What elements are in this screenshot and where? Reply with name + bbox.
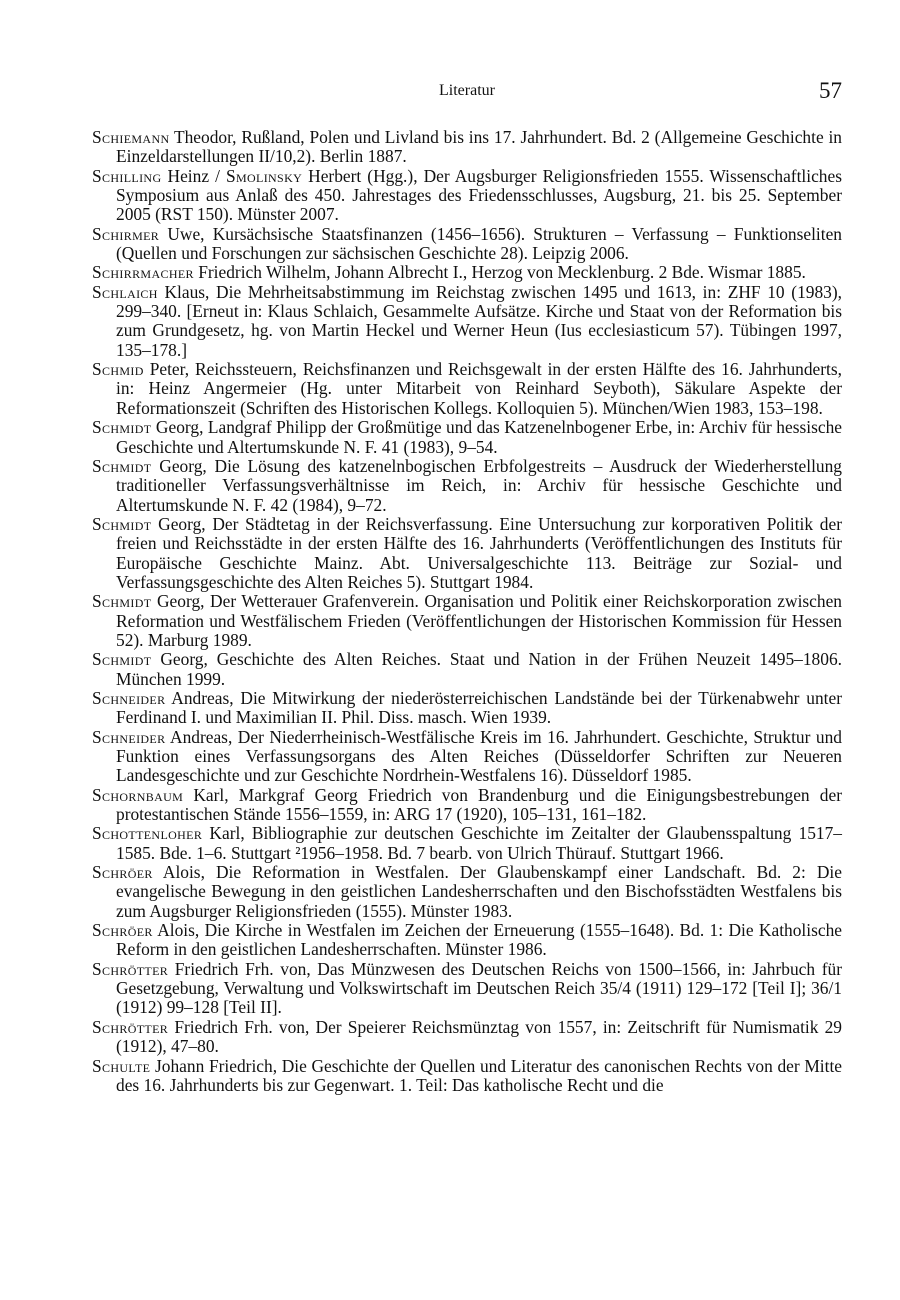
bib-entry bbox=[92, 283, 842, 360]
bib-entry bbox=[92, 728, 842, 786]
bib-entry bbox=[92, 167, 842, 225]
bib-entry bbox=[92, 786, 842, 825]
bib-entry bbox=[92, 689, 842, 728]
entry-text: Georg, Die Lösung des katzenelnbogischen Erbfolgestreits – Ausdruck der Wiederherstellung traditioneller Verfassungsverhältnisse im Reich, in: Archiv für hessische Geschichte und Altertumskunde N. F. 42 (1984), 9–72. bbox=[116, 455, 842, 515]
coauthor-name: Smolinsky bbox=[225, 165, 303, 186]
entry-text: Friedrich Wilhelm, Johann Albrecht I., Herzog von Mecklenburg. 2 Bde. Wismar 1885. bbox=[193, 262, 806, 283]
entry-text: Klaus, Die Mehrheitsabstimmung im Reichstag zwischen 1495 und 1613, in: ZHF 10 (1983), 299–340. [Erneut in: Klaus Schlaich, Gesammelte Aufsätze. Kirche und Staat von der Reformation bis zum Grundgesetz, hg. von Martin Heckel und Werner Heun (Ius ecclesiasticum 57). Tübingen 1997, 135–178.] bbox=[116, 281, 842, 360]
entry-text: Theodor, Rußland, Polen und Livland bis ins 17. Jahrhundert. Bd. 2 (Allgemeine Geschichte in Einzeldarstellungen II/10,2). Berlin 1887. bbox=[116, 127, 842, 167]
author-name: Schulte bbox=[92, 1055, 151, 1076]
page-number: 57 bbox=[819, 78, 842, 103]
entry-text: Andreas, Der Niederrheinisch-Westfälische Kreis im 16. Jahrhundert. Geschichte, Struktur und Funktion eines Verfassungsorgans des Alten Reiches (Düsseldorfer Schriften zur Neueren Landesgeschichte und zur Geschichte Nordrhein-Westfalens 16). Düsseldorf 1985. bbox=[116, 726, 842, 786]
bibliography-list bbox=[92, 128, 842, 1095]
entry-text: Friedrich Frh. von, Der Speierer Reichsmünztag von 1557, in: Zeitschrift für Numismatik 29 (1912), 47–80. bbox=[116, 1016, 842, 1057]
entry-text: Georg, Landgraf Philipp der Großmütige und das Katzenelnbogener Erbe, in: Archiv für hessische Geschichte und Altertumskunde N. F. 41 (1983), 9–54. bbox=[116, 417, 842, 457]
bib-entry bbox=[92, 128, 842, 167]
entry-text: Herbert (Hgg.), Der Augsburger Religionsfrieden 1555. Wissenschaftliches Symposium aus Anlaß des 450. Jahrestages des Friedensschlusses, Augsburg, 21. bis 25. September 2005 (RST 150). Münster 2007. bbox=[116, 165, 842, 225]
author-name: Schmidt bbox=[92, 513, 152, 534]
author-name: Schirrmacher bbox=[92, 262, 194, 283]
author-name: Schrötter bbox=[92, 958, 169, 979]
author-name: Schmidt bbox=[92, 455, 152, 476]
entry-text: Alois, Die Kirche in Westfalen im Zeichen der Erneuerung (1555–1648). Bd. 1: Die Katholische Reform in den geistlichen Landesherrschaften. Münster 1986. bbox=[116, 920, 842, 960]
author-name: Schröer bbox=[92, 862, 153, 883]
bib-entry bbox=[92, 650, 842, 689]
bib-entry bbox=[92, 225, 842, 264]
bib-entry bbox=[92, 592, 842, 650]
bib-entry bbox=[92, 1057, 842, 1096]
bib-entry bbox=[92, 515, 842, 592]
author-name: Schmidt bbox=[92, 649, 152, 670]
author-name: Schilling bbox=[92, 165, 162, 186]
entry-text: Heinz / bbox=[161, 165, 226, 186]
author-name: Schlaich bbox=[92, 281, 158, 302]
bib-entry bbox=[92, 263, 842, 282]
entry-text: Karl, Bibliographie zur deutschen Geschichte im Zeitalter der Glaubensspaltung 1517–1585. Bde. 1–6. Stuttgart ²1956–1958. Bd. 7 bearb. von Ulrich Thürauf. Stuttgart 1966. bbox=[116, 823, 842, 863]
page-header bbox=[92, 78, 842, 106]
running-head: Literatur bbox=[439, 82, 495, 99]
bib-entry bbox=[92, 457, 842, 515]
entry-text: Karl, Markgraf Georg Friedrich von Brandenburg und die Einigungsbestrebungen der protestantischen Stände 1556–1559, in: ARG 17 (1920), 105–131, 161–182. bbox=[116, 784, 842, 825]
entry-text: Georg, Geschichte des Alten Reiches. Staat und Nation in der Frühen Neuzeit 1495–1806. München 1999. bbox=[116, 649, 842, 689]
author-name: Schrötter bbox=[92, 1016, 169, 1037]
author-name: Schmidt bbox=[92, 417, 152, 438]
bib-entry bbox=[92, 418, 842, 457]
entry-text: Johann Friedrich, Die Geschichte der Quellen und Literatur des canonischen Rechts von der Mitte des 16. Jahrhunderts bis zur Gegenwart. 1. Teil: Das katholische Recht und die bbox=[116, 1055, 842, 1095]
entry-text: Georg, Der Wetterauer Grafenverein. Organisation und Politik einer Reichskorporation zwischen Reformation und Westfälischem Frieden (Veröffentlichungen der Historischen Kommission für Hessen 52). Marburg 1989. bbox=[116, 591, 842, 650]
entry-text: Alois, Die Reformation in Westfalen. Der Glaubenskampf einer Landschaft. Bd. 2: Die evangelische Bewegung in den geistlichen Landesherrschaften und den Bischofsstädten Westfalens bis zum Augsburger Religionsfrieden (1555). Münster 1983. bbox=[116, 862, 842, 921]
author-name: Schottenloher bbox=[92, 823, 203, 844]
bib-entry bbox=[92, 824, 842, 863]
bib-entry bbox=[92, 360, 842, 418]
author-name: Schmid bbox=[92, 359, 144, 380]
author-name: Schmidt bbox=[92, 591, 152, 612]
author-name: Schornbaum bbox=[92, 784, 184, 805]
bib-entry bbox=[92, 960, 842, 1018]
entry-text: Georg, Der Städtetag in der Reichsverfassung. Eine Untersuchung zur korporativen Politik der freien und Reichsstädte in der ersten Hälfte des 16. Jahrhunderts (Veröffentlichungen des Instituts für Europäische Geschichte Mainz. Abt. Universalgeschichte 113. Beiträge zur Sozial- und Verfassungsgeschichte des Alten Reiches 5). Stuttgart 1984. bbox=[116, 513, 842, 592]
entry-text: Friedrich Frh. von, Das Münzwesen des Deutschen Reichs von 1500–1566, in: Jahrbuch für Gesetzgebung, Verwaltung und Volkswirtschaft im Deutschen Reich 35/4 (1911) 129–172 [Teil I]; 36/1 (1912) 99–128 [Teil II]. bbox=[116, 958, 842, 1018]
author-name: Schiemann bbox=[92, 127, 170, 147]
entry-text: Uwe, Kursächsische Staatsfinanzen (1456–1656). Strukturen – Verfassung – Funktionseliten (Quellen und Forschungen zur sächsischen Geschichte 28). Leipzig 2006. bbox=[116, 223, 842, 264]
bib-entry bbox=[92, 863, 842, 921]
author-name: Schneider bbox=[92, 726, 166, 747]
author-name: Schneider bbox=[92, 687, 166, 708]
entry-text: Andreas, Die Mitwirkung der niederösterreichischen Landstände bei der Türkenabwehr unter Ferdinand I. und Maximilian II. Phil. Diss. masch. Wien 1939. bbox=[116, 687, 842, 728]
bib-entry bbox=[92, 1018, 842, 1057]
author-name: Schirmer bbox=[92, 223, 160, 244]
bib-entry bbox=[92, 921, 842, 960]
entry-text: Peter, Reichssteuern, Reichsfinanzen und Reichsgewalt in der ersten Hälfte des 16. Jahrhunderts, in: Heinz Angermeier (Hg. unter Mitarbeit von Reinhard Seyboth), Säkulare Aspekte der Reformationszeit (Schriften des Historischen Kollegs. Kolloquien 5). München/Wien 1983, 153–198. bbox=[116, 359, 842, 418]
author-name: Schröer bbox=[92, 920, 153, 941]
